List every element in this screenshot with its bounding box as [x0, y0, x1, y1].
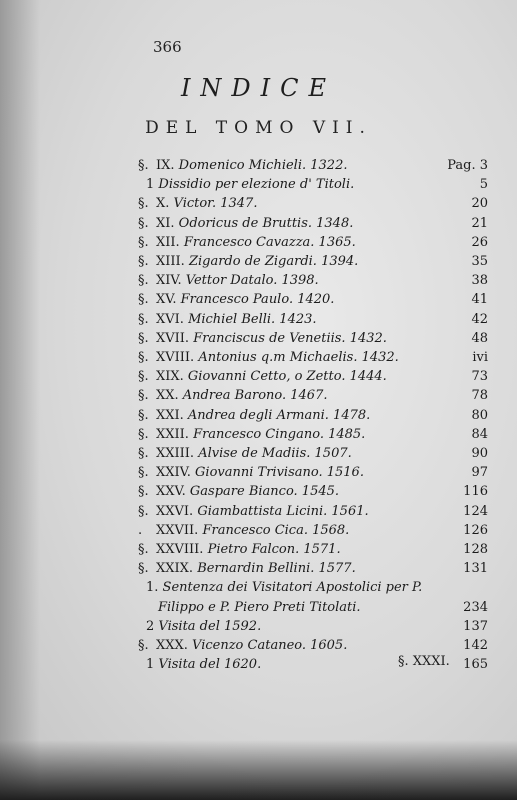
toc-entry	[138, 158, 488, 178]
section-mark: §.	[138, 369, 149, 385]
entry-title: Francesco Cavazza. 1365.	[183, 234, 356, 250]
toc-entry	[146, 177, 488, 197]
toc-entry	[138, 542, 488, 562]
entry-page-number: 38	[471, 273, 488, 289]
entry-page-number: 35	[471, 254, 488, 269]
entry-page-number: 124	[463, 503, 488, 519]
entry-page-number: 116	[463, 484, 488, 500]
entry-number: XXI.	[156, 407, 184, 423]
entry-page-number: 5	[479, 177, 488, 193]
page-subtitle: DEL TOMO VII.	[145, 118, 372, 138]
entry-page-number: 97	[471, 465, 488, 481]
section-mark: §.	[138, 292, 149, 308]
toc-entry	[138, 427, 488, 447]
entry-number: XVIII.	[156, 350, 195, 365]
entry-page-number: 26	[471, 234, 488, 250]
page-title: INDICE	[180, 74, 337, 102]
entry-number: XXVI.	[156, 503, 194, 519]
entry-page-number: 126	[463, 522, 488, 538]
entry-number: XIII.	[156, 254, 185, 269]
toc-entry	[146, 580, 488, 600]
entry-number: XXV.	[156, 484, 186, 500]
toc-entry	[146, 619, 488, 639]
toc-entry	[138, 350, 488, 370]
entry-title: Dissidio per elezione d' Titoli.	[158, 177, 355, 193]
section-mark: §.	[138, 446, 149, 461]
entry-title: Vettor Datalo. 1398.	[185, 273, 319, 289]
toc-entry	[138, 235, 488, 255]
entry-number: 2	[146, 618, 155, 634]
entry-title: Victor. 1347.	[173, 196, 258, 212]
section-mark: §.	[138, 465, 149, 481]
entry-title: Giovanni Trivisano. 1516.	[195, 465, 364, 481]
entry-page-number: 20	[471, 196, 488, 212]
toc-entry	[138, 331, 488, 351]
entry-title: Pietro Falcon. 1571.	[207, 542, 341, 557]
entry-number: XIX.	[156, 369, 184, 385]
entry-title: Odoricus de Bruttis. 1348.	[178, 215, 354, 231]
entry-page-number: 131	[463, 561, 488, 577]
toc-entry	[138, 388, 488, 408]
entry-number: XXIV.	[156, 465, 191, 481]
section-mark: §.	[138, 330, 149, 346]
entry-page-number: 80	[471, 407, 488, 423]
entry-title: Giambattista Licini. 1561.	[197, 503, 369, 519]
entry-number: XIV.	[156, 273, 182, 289]
entry-title: Sentenza dei Visitatori Apostolici per P.	[162, 580, 423, 596]
entry-title: Franciscus de Venetiis. 1432.	[193, 330, 387, 346]
toc-entry	[138, 523, 488, 543]
entry-title: Alvise de Madiis. 1507.	[198, 446, 352, 461]
entry-page-number: 137	[463, 618, 488, 634]
section-mark: §.	[138, 407, 149, 423]
entry-page-number: 42	[471, 311, 488, 327]
section-mark: §.	[138, 426, 149, 442]
entry-title: Francesco Cica. 1568.	[202, 522, 350, 538]
entry-title: Francesco Cingano. 1485.	[193, 426, 366, 442]
toc-entry	[138, 504, 488, 524]
section-mark: §.	[138, 350, 149, 365]
entry-page-number: 128	[463, 542, 488, 557]
entry-title: Andrea Barono. 1467.	[182, 388, 328, 404]
entry-title: Gaspare Bianco. 1545.	[189, 484, 340, 500]
entry-title: Zigardo de Zigardi. 1394.	[188, 254, 359, 269]
section-mark: §.	[138, 638, 149, 653]
toc-entry	[138, 465, 488, 485]
section-mark: §.	[138, 542, 149, 557]
entry-number: X.	[156, 196, 170, 212]
toc-entry	[138, 312, 488, 332]
section-mark: §.	[138, 388, 149, 404]
closing-catchword: §. XXXI.	[398, 654, 450, 669]
section-mark: §.	[138, 234, 149, 250]
entry-number: XXII.	[156, 426, 189, 442]
entry-number: XXVII.	[156, 522, 199, 538]
entry-page-number: ivi	[472, 350, 488, 365]
entry-title: Domenico Michieli. 1322.	[178, 158, 348, 173]
section-mark: §.	[138, 484, 149, 500]
toc-entry	[138, 561, 488, 581]
entry-page-number: 90	[471, 446, 488, 461]
toc-entry	[138, 196, 488, 216]
page-number: 366	[153, 38, 182, 56]
toc-entry	[138, 292, 488, 312]
toc-entry	[138, 369, 488, 389]
toc-entry	[138, 408, 488, 428]
entry-number: 1	[146, 177, 155, 193]
entry-number: XI.	[156, 215, 175, 231]
entry-number: IX.	[156, 158, 175, 173]
section-mark: §.	[138, 215, 149, 231]
toc-entry	[158, 600, 488, 620]
entry-title: Filippo e P. Piero Preti Titolati.	[158, 599, 361, 615]
entry-page-number: 165	[463, 657, 488, 673]
entry-page-number: 234	[463, 599, 488, 615]
entry-title: Antonius q.m Michaelis. 1432.	[198, 350, 399, 365]
entry-page-number: 21	[471, 215, 488, 231]
entry-number: XII.	[156, 234, 180, 250]
entry-title: Bernardin Bellini. 1577.	[197, 561, 356, 577]
toc-entry	[138, 254, 488, 274]
toc-entry	[138, 484, 488, 504]
entry-title: Francesco Paulo. 1420.	[180, 292, 335, 308]
entry-page-number: 48	[471, 330, 488, 346]
entry-title: Vicenzo Cataneo. 1605.	[192, 638, 348, 653]
toc-entry	[138, 216, 488, 236]
toc-entry	[138, 273, 488, 293]
section-mark: §.	[138, 196, 149, 212]
toc-entry	[138, 446, 488, 466]
section-mark: §.	[138, 561, 149, 577]
entry-page-number: 142	[463, 638, 488, 653]
entry-number: XV.	[156, 292, 177, 308]
entry-number: 1	[146, 657, 155, 673]
section-mark: §.	[138, 158, 149, 173]
section-mark: §.	[138, 273, 149, 289]
section-mark: §.	[138, 311, 149, 327]
entry-number: 1.	[146, 580, 159, 596]
entry-number: XVII.	[156, 330, 190, 346]
entry-number: XVI.	[156, 311, 184, 327]
section-mark: §.	[138, 254, 149, 269]
entry-page-number: 78	[471, 388, 488, 404]
section-mark: .	[138, 522, 143, 538]
entry-title: Visita del 1592.	[158, 618, 262, 634]
entry-number: XXIX.	[156, 561, 194, 577]
entry-page-number: 84	[471, 426, 488, 442]
page-bottom-shadow	[0, 740, 517, 800]
entry-page-number: 73	[471, 369, 488, 385]
entry-number: XXIII.	[156, 446, 195, 461]
entry-title: Andrea degli Armani. 1478.	[187, 407, 371, 423]
entry-page-number: Pag. 3	[447, 158, 488, 173]
entry-title: Giovanni Cetto, o Zetto. 1444.	[187, 369, 387, 385]
entry-number: XXVIII.	[156, 542, 204, 557]
section-mark: §.	[138, 503, 149, 519]
entry-title: Michiel Belli. 1423.	[188, 311, 317, 327]
entry-number: XX.	[156, 388, 179, 404]
entry-title: Visita del 1620.	[158, 657, 262, 673]
entry-number: XXX.	[156, 638, 188, 653]
entry-page-number: 41	[471, 292, 488, 308]
